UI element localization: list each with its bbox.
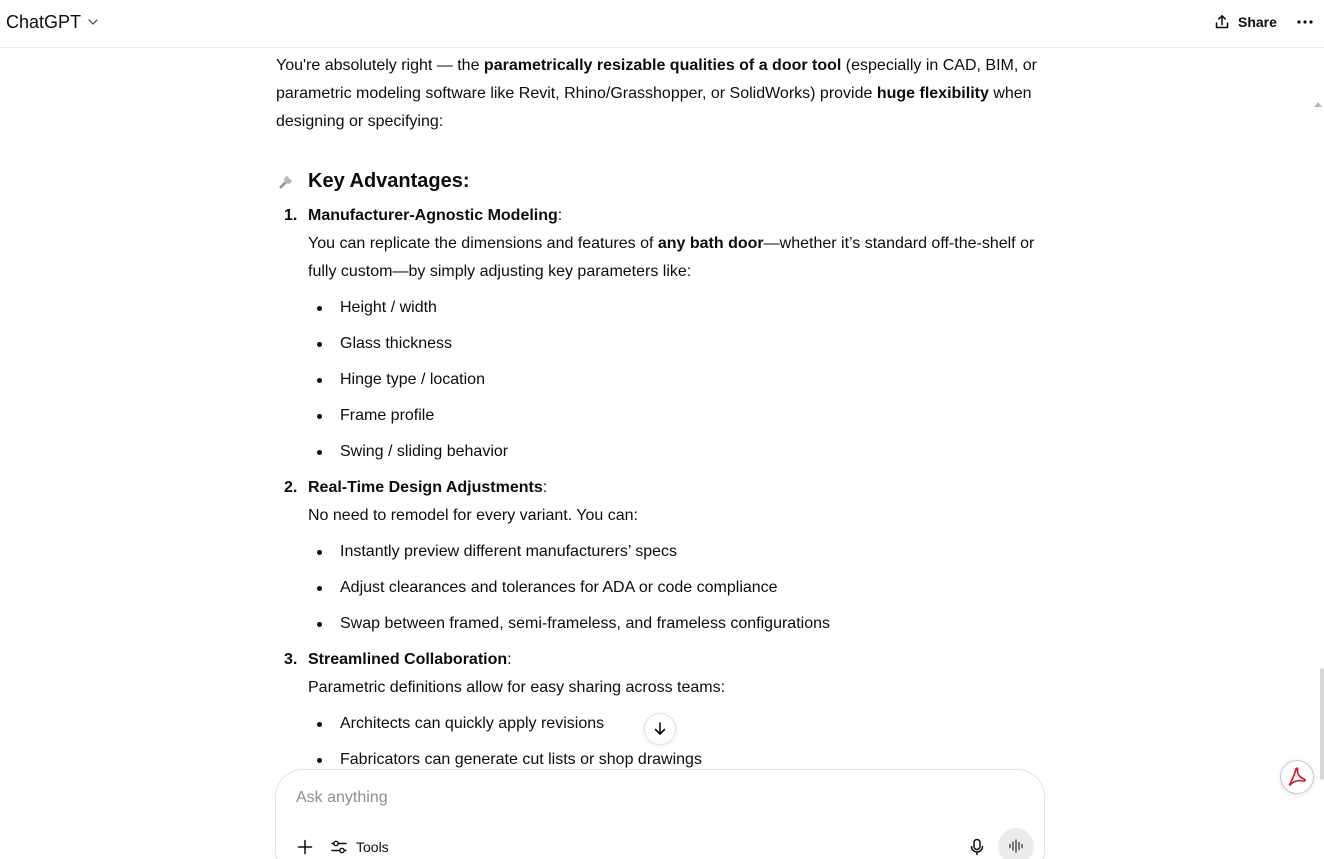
- bullet-item: Swing / sliding behavior: [308, 434, 1046, 470]
- scrollbar-thumb[interactable]: [1320, 668, 1324, 780]
- section-heading: [276, 166, 1046, 196]
- bullet-item: Architects can quickly apply revisions: [308, 706, 1046, 742]
- intro-bold-text: huge flexibility: [876, 85, 989, 102]
- list-item: [276, 646, 1046, 778]
- bullet-list: [308, 290, 1046, 470]
- item-description: No need to remodel for every variant. You can:: [308, 507, 638, 524]
- list-number: 3.: [284, 651, 298, 668]
- more-horizontal-icon: [1297, 20, 1313, 24]
- assistant-message: [276, 52, 1046, 782]
- bullet-item: Instantly preview different manufacturers’ specs: [308, 534, 1046, 570]
- item-colon: :: [557, 207, 563, 224]
- dictate-button[interactable]: [962, 832, 992, 859]
- intro-bold-text: parametrically resizable qualities of a door tool: [483, 57, 842, 74]
- model-switcher[interactable]: [6, 9, 99, 35]
- wrench-icon: [276, 170, 298, 192]
- bullet-item: Glass thickness: [308, 326, 1046, 362]
- pdf-extension-button[interactable]: [1280, 760, 1314, 794]
- list-item: [276, 202, 1046, 470]
- more-options-button[interactable]: [1292, 10, 1318, 34]
- item-title-line: [308, 646, 1046, 674]
- share-label: Share: [1238, 14, 1277, 30]
- bullet-item: Adjust clearances and tolerances for ADA or code compliance: [308, 570, 1046, 606]
- bullet-item: Frame profile: [308, 398, 1046, 434]
- intro-text: when designing or specifying:: [276, 85, 1032, 130]
- prompt-input[interactable]: [296, 786, 996, 810]
- arrow-down-icon: [652, 721, 668, 737]
- tools-label: Tools: [356, 839, 389, 855]
- bullet-list: [308, 534, 1046, 642]
- bullet-item: Height / width: [308, 290, 1046, 326]
- advantages-list: [276, 202, 1046, 778]
- intro-text: (especially in CAD, BIM, or parametric modeling software like Revit, Rhino/Grasshopper, or SolidWorks) provide: [276, 57, 1037, 102]
- item-description: Parametric definitions allow for easy sharing across teams:: [308, 679, 726, 696]
- tools-button[interactable]: [330, 832, 389, 859]
- item-description-text: You can replicate the dimensions and features of: [308, 235, 658, 252]
- bullet-item: Swap between framed, semi-frameless, and frameless configurations: [308, 606, 1046, 642]
- share-button[interactable]: [1206, 8, 1285, 36]
- bullet-item: Hinge type / location: [308, 362, 1046, 398]
- bullet-item: Fabricators can generate cut lists or shop drawings: [308, 742, 1046, 778]
- item-colon: :: [507, 651, 512, 668]
- item-title-line: [308, 202, 1046, 230]
- intro-text: You're absolutely right — the: [276, 57, 484, 74]
- item-title-line: [308, 474, 1046, 502]
- section-heading-text: Key Advantages:: [308, 170, 470, 192]
- list-number: 1.: [284, 207, 298, 224]
- share-icon: [1214, 14, 1230, 30]
- scroll-to-bottom-button[interactable]: [644, 713, 676, 745]
- item-description-bold: any bath door: [657, 235, 764, 252]
- voice-waveform-icon: [1008, 839, 1024, 853]
- intro-paragraph: [276, 52, 1046, 136]
- top-bar: [0, 0, 1324, 48]
- add-attachment-button[interactable]: [290, 832, 320, 859]
- item-title: Real-Time Design Adjustments: [308, 479, 543, 496]
- model-name: ChatGPT: [6, 11, 82, 32]
- item-description-text: —whether it’s standard off-the-shelf or fully custom—by simply adjusting key parameters like:: [308, 235, 1035, 280]
- item-description: [308, 230, 1046, 286]
- chevron-down-icon: [87, 16, 99, 28]
- list-item: [276, 474, 1046, 642]
- list-number: 2.: [284, 479, 298, 496]
- message-composer: [275, 769, 1045, 859]
- scrollbar-up-arrow[interactable]: [1314, 102, 1322, 107]
- voice-mode-button[interactable]: [998, 828, 1034, 859]
- item-colon: :: [542, 479, 548, 496]
- sliders-icon: [330, 839, 348, 855]
- microphone-icon: [969, 838, 985, 856]
- bullet-list: [308, 706, 1046, 778]
- item-title: Streamlined Collaboration: [308, 651, 508, 668]
- plus-icon: [297, 839, 313, 855]
- adobe-acrobat-icon: [1286, 766, 1308, 788]
- item-title: Manufacturer-Agnostic Modeling: [308, 207, 558, 224]
